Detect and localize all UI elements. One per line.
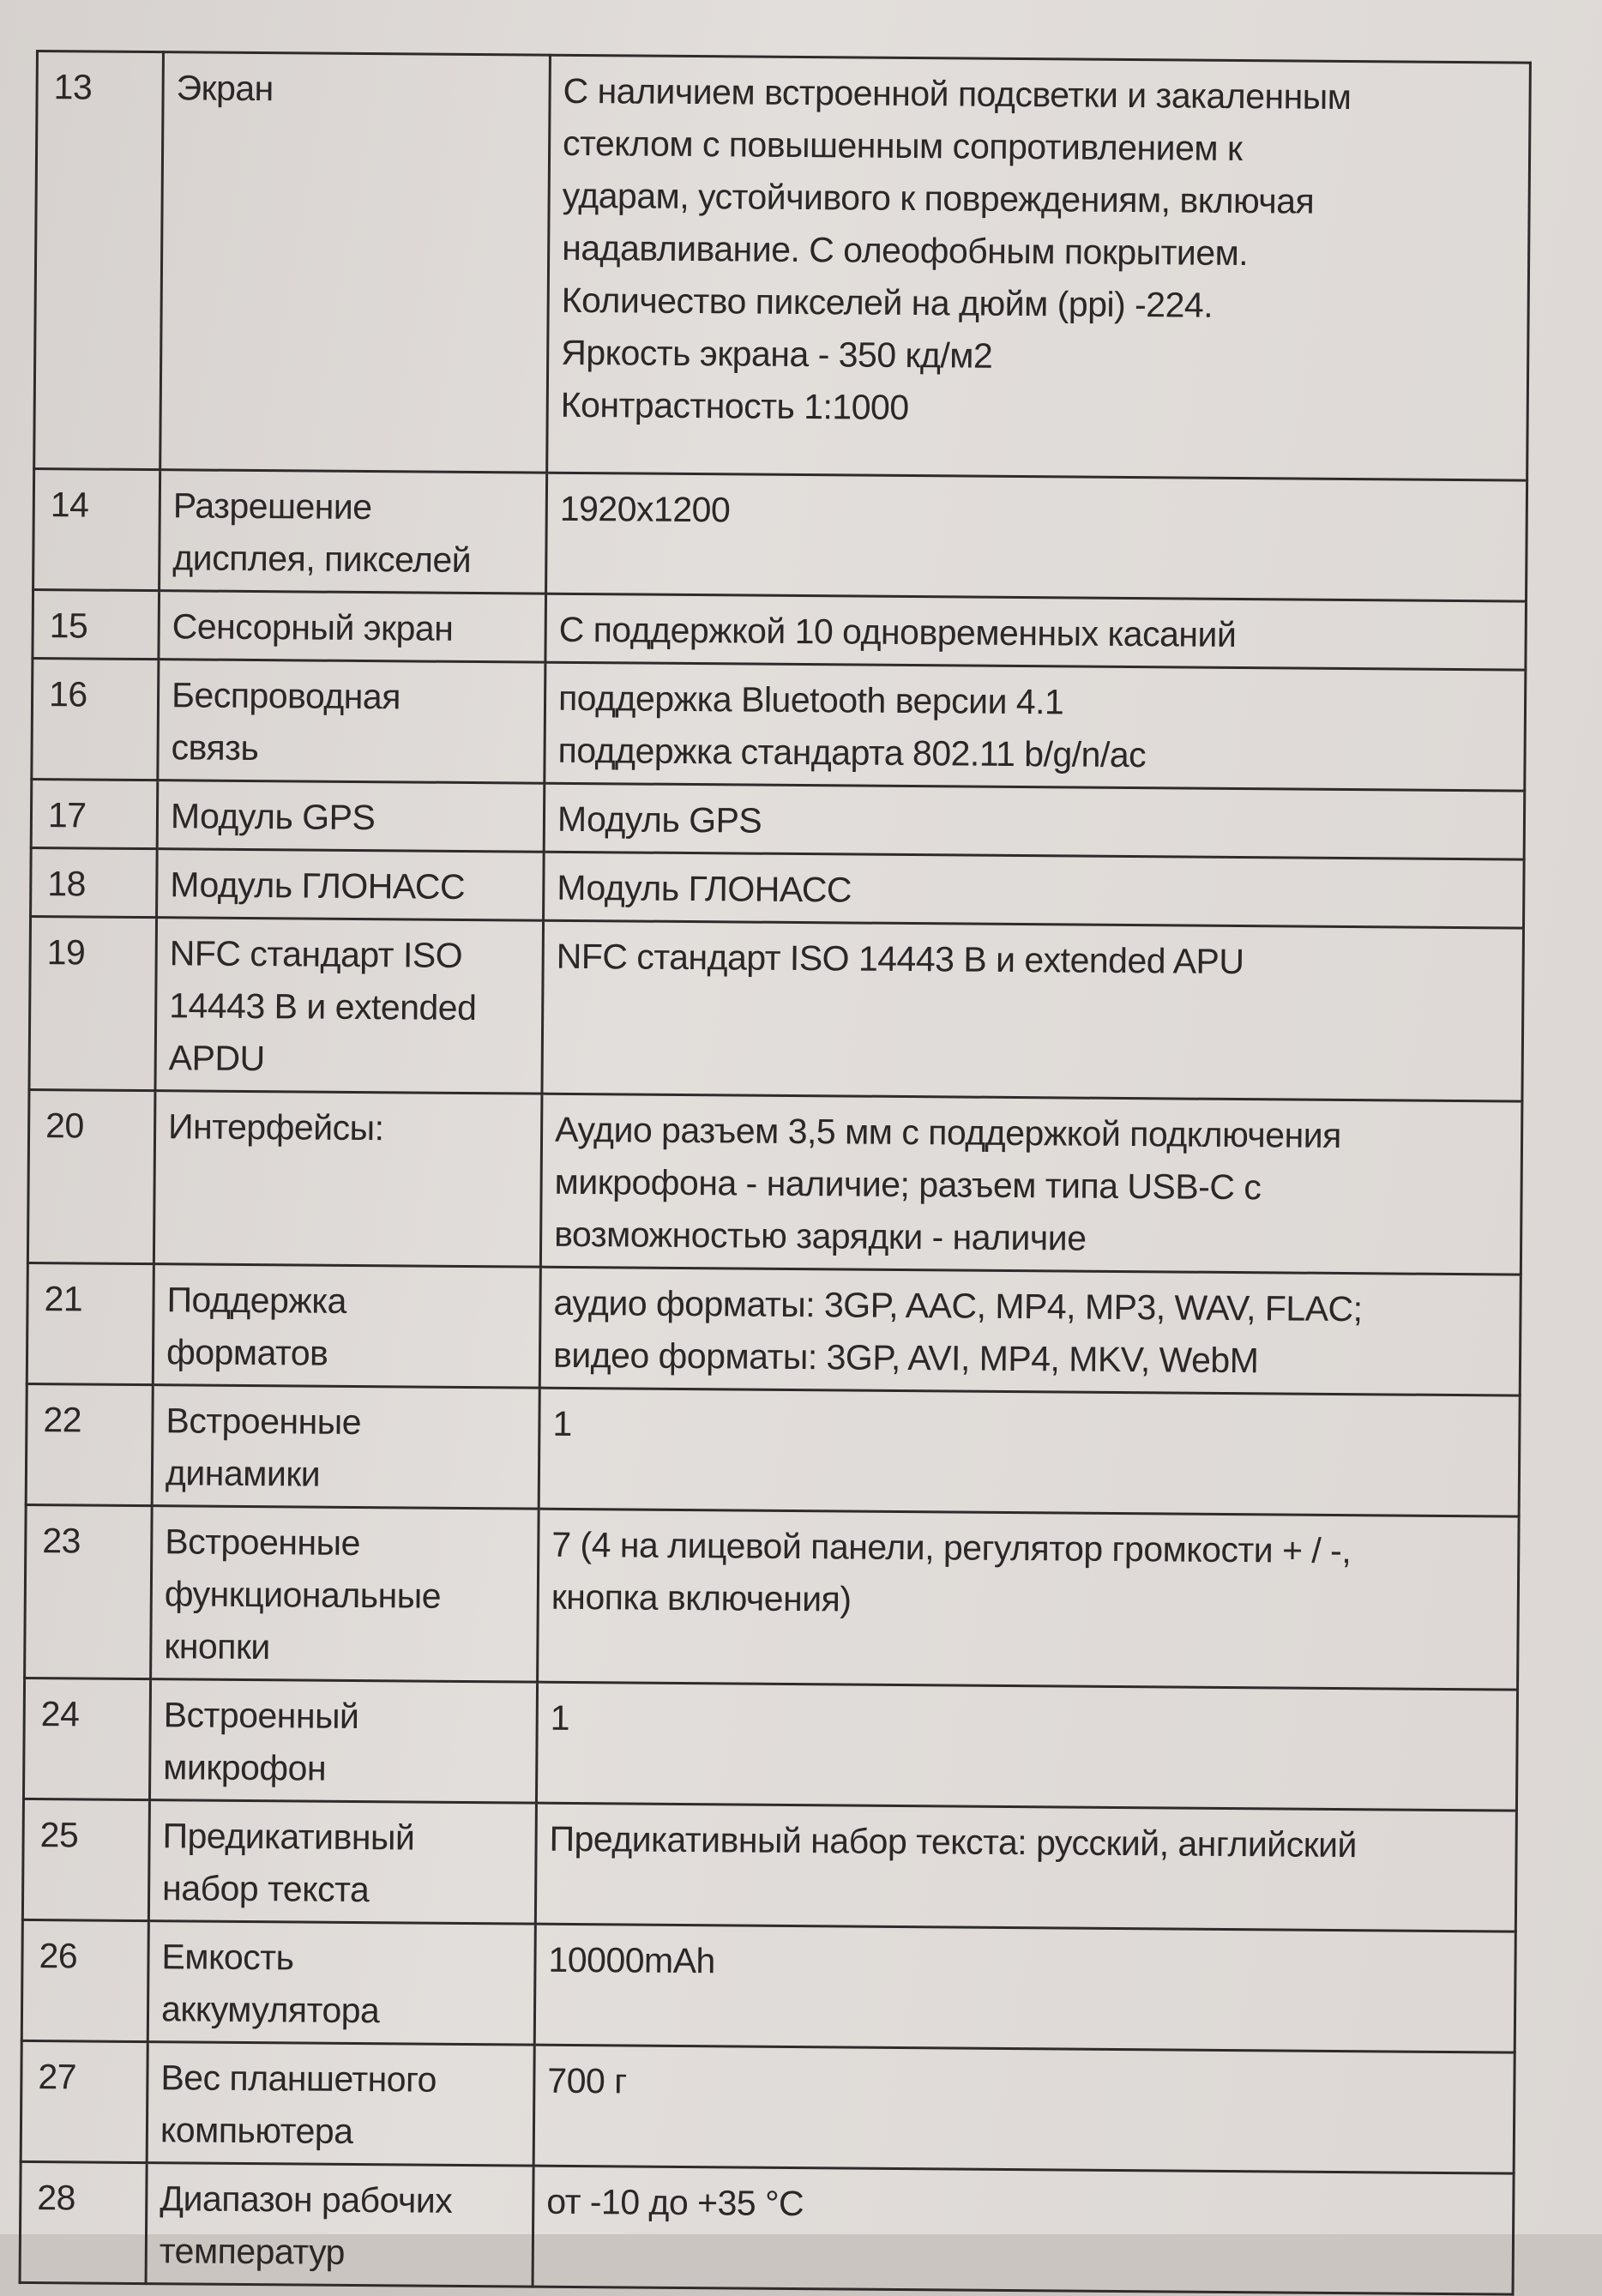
row-number: 13 [34,51,164,470]
row-number: 27 [21,2040,148,2162]
table-row [33,468,1527,601]
table-row [26,1383,1520,1516]
table-row [21,1919,1515,2052]
parameter-name: Разрешение дисплея, пикселей [160,470,547,594]
row-number: 21 [27,1262,154,1384]
row-number: 14 [33,468,160,590]
table-row [31,779,1525,859]
specifications-table [19,50,1532,2296]
parameter-name: Встроенный микрофон [149,1679,537,1804]
table-row [22,1799,1516,1931]
table-row [32,658,1526,791]
parameter-value: 1920x1200 [546,473,1527,601]
table-row [29,916,1524,1101]
parameter-name: Экран [160,52,551,473]
parameter-value: С наличием встроенной подсветки и закаленным стеклом с повышенным сопротивлением к ударам, устойчивого к повреждениям, включая надавливание. С олеофобным покрытием. Количество пикселей на дюйм (ppi) -224. Яркость экрана - 350 кд/м2 Контрастность 1:1000 [547,55,1531,480]
row-number: 26 [21,1919,148,2041]
row-number: 17 [31,779,158,848]
parameter-value: С поддержкой 10 одновременных касаний [545,594,1527,670]
row-number: 23 [25,1504,153,1678]
table-row [34,51,1531,481]
table-row [20,2161,1514,2294]
parameter-name: Интерфейсы: [154,1091,542,1268]
row-number: 19 [29,916,157,1090]
parameter-value: NFC стандарт ISO 14443 B и extended APU [542,920,1524,1101]
parameter-name: Модуль ГЛОНАСС [157,849,545,921]
row-number: 20 [27,1089,155,1263]
table-row [27,1262,1521,1395]
row-number: 22 [26,1383,153,1505]
row-number: 16 [32,658,159,780]
parameter-name: Сенсорный экран [159,591,546,663]
table-row [25,1504,1520,1690]
table-row [31,847,1525,928]
parameter-name: Поддержка форматов [153,1264,540,1389]
parameter-value: 1 [536,1682,1517,1811]
parameter-name: NFC стандарт ISO 14443 B и extended APDU [155,918,544,1094]
parameter-value: от -10 до +35 °C [533,2166,1514,2294]
parameter-value: Аудио разъем 3,5 мм с поддержкой подключения микрофона - наличие; разъем типа USB-C с возможностью зарядки - наличие [540,1094,1522,1275]
table-row [23,1678,1517,1811]
parameter-name: Предикативный набор текста [148,1800,536,1925]
table-row [21,2040,1515,2173]
row-number: 28 [20,2161,147,2283]
table-row [33,589,1527,670]
row-number: 24 [23,1678,150,1799]
parameter-value: 7 (4 на лицевой панели, регулятор громкости + / -, кнопка включения) [538,1509,1520,1690]
row-number: 18 [31,847,158,917]
parameter-value: Модуль GPS [544,783,1525,859]
parameter-value: 700 г [533,2045,1515,2173]
parameter-value: 10000mAh [534,1924,1515,2052]
parameter-value: Предикативный набор текста: русский, английский [535,1803,1516,1931]
table-row [27,1089,1522,1275]
parameter-name: Встроенные функциональные кнопки [151,1506,539,1683]
row-number: 25 [22,1799,149,1920]
parameter-name: Емкость аккумулятора [148,1921,535,2046]
parameter-value: Модуль ГЛОНАСС [544,852,1525,928]
parameter-name: Беспроводная связь [158,660,545,784]
parameter-name: Вес планшетного компьютера [147,2042,534,2166]
parameter-name: Модуль GPS [157,780,545,853]
row-number: 15 [33,589,160,659]
parameter-name: Диапазон рабочих температур [146,2163,533,2287]
parameter-name: Встроенные динамики [152,1385,539,1510]
parameter-value: поддержка Bluetooth версии 4.1 поддержка стандарта 802.11 b/g/n/ac [545,662,1526,791]
parameter-value: аудио форматы: 3GP, AAC, MP4, MP3, WAV, FLAC; видео форматы: 3GP, AVI, MP4, MKV, WebM [539,1267,1521,1395]
parameter-value: 1 [539,1388,1520,1516]
